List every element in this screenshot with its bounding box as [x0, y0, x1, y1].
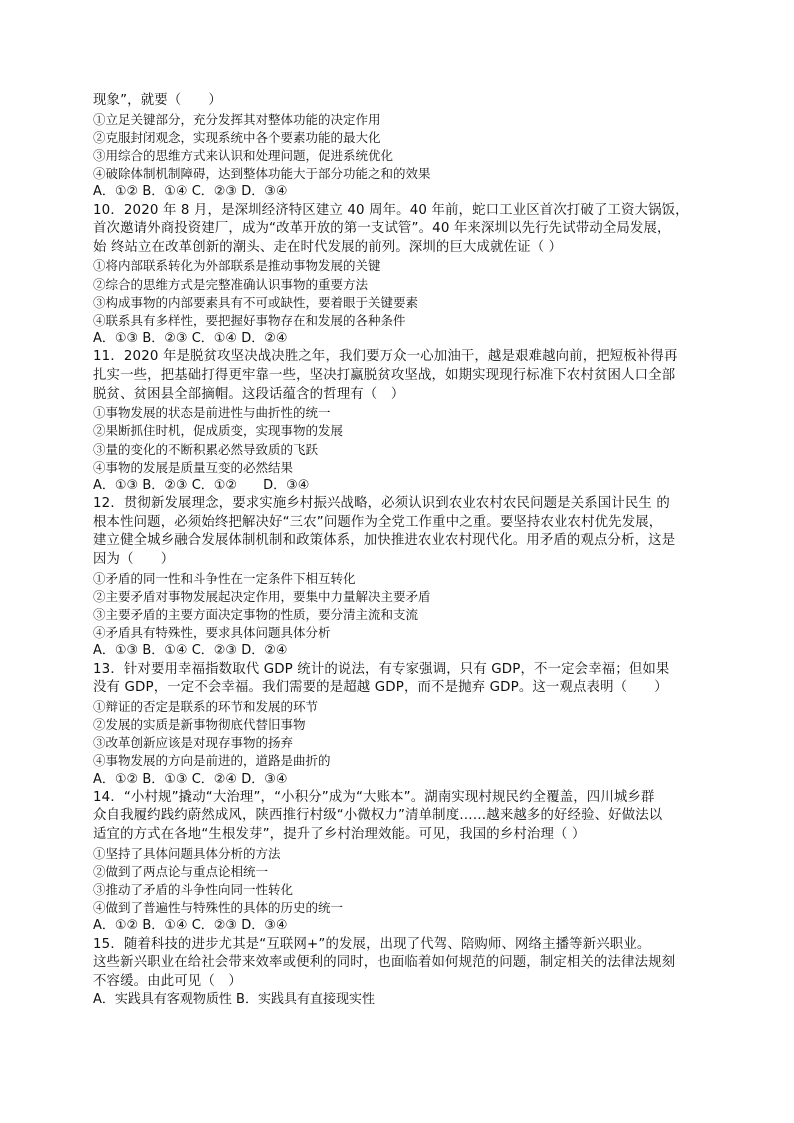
- question-stem-line: 现象”，就要（ ）: [93, 93, 222, 108]
- question-stem-line: 10．2020 年 8 月，是深圳经济特区建立 40 周年。40 年前，蛇口工业区首次打破了工资大锅饭，: [93, 202, 689, 218]
- option-line: ③量的变化的不断积累必然导致质的飞跃: [93, 441, 319, 457]
- answer-choices: A．①③ B．②③ C．①④ D．②④: [93, 331, 288, 347]
- question-stem-line: 首次邀请外商投资建厂，成为“改革开放的第一支试管”。40 年来深圳以先行先试带动全局发展，: [93, 221, 671, 237]
- option-line: ①将内部联系转化为外部联系是推动事物发展的关键: [93, 258, 381, 274]
- option-line: ④做到了普遍性与特殊性的具体的历史的统一: [93, 900, 344, 916]
- question-stem-line: 因为（ ）: [93, 551, 175, 567]
- option-line: ④矛盾具有特殊性，要求具体问题具体分析: [93, 625, 331, 641]
- question-15: [93, 936, 705, 1010]
- question-stem-line: 扎实一些，把基础打得更牢靠一些，坚决打赢脱贫攻坚战，如期实现现行标准下农村贫困人口全部: [93, 368, 676, 383]
- question-14: [93, 789, 705, 936]
- option-line: ④联系具有多样性，要把握好事物存在和发展的各种条件: [93, 313, 406, 328]
- option-line: ②克服封闭观念，实现系统中各个要素功能的最大化: [93, 129, 381, 145]
- question-stem-line: 建立健全城乡融合发展体制机制和政策体系，加快推进农业农村现代化。用矛盾的观点分析，这是: [93, 533, 676, 549]
- option-line: ②做到了两点论与重点论相统一: [93, 863, 269, 879]
- question-stem-line: 11．2020 年是脱贫攻坚决战决胜之年，我们要万众一心加油干，越是艰难越向前，把短板补得再: [93, 349, 678, 365]
- answer-choices: A．实践具有客观物质性 B．实践具有直接现实性: [93, 992, 375, 1008]
- question-stem-line: 适宜的方式在各地“生根发芽”，提升了乡村治理效能。可见，我国的乡村治理（ ）: [93, 826, 586, 842]
- question-stem-line: 12．贯彻新发展理念，要求实施乡村振兴战略，必须认识到农业农村农民问题是关系国计民生 的: [93, 496, 670, 512]
- option-line: ③用综合的思维方式来认识和处理问题，促进系统优化: [93, 148, 394, 163]
- question-stem-line: 始 终站立在改革创新的潮头、走在时代发展的前列。深圳的巨大成就佐证（ ）: [93, 239, 563, 255]
- question-9: [93, 92, 705, 202]
- option-line: ②果断抓住时机，促成质变，实现事物的发展: [93, 423, 344, 439]
- option-line: ①立足关键部分，充分发挥其对整体功能的决定作用: [93, 111, 381, 127]
- option-line: ①坚持了具体问题具体分析的方法: [93, 845, 281, 861]
- question-10: [93, 202, 705, 349]
- answer-choices: A．①② B．①③ C．②④ D．③④: [93, 771, 288, 787]
- option-line: ③主要矛盾的主要方面决定事物的性质，要分清主流和支流: [93, 606, 419, 622]
- answer-choices: A．①② B．①④ C．②③ D．③④: [93, 184, 288, 200]
- question-stem-line: 脱贫、贫困县全部摘帽。这段话蕴含的哲理有（ ）: [93, 386, 405, 402]
- question-11: [93, 348, 705, 495]
- question-stem-line: 13．针对要用幸福指数取代 GDP 统计的说法，有专家强调，只有 GDP，不一定会幸福；但如果: [93, 661, 670, 677]
- option-line: ③改革创新应该是对现存事物的扬弃: [93, 735, 294, 751]
- option-line: ④事物的发展是质量互变的必然结果: [93, 459, 294, 475]
- question-stem-line: 不容缓。由此可见（ ）: [93, 973, 242, 989]
- option-line: ③推动了矛盾的斗争性向同一性转化: [93, 881, 294, 897]
- question-stem-line: 15．随着科技的进步尤其是“互联网+”的发展，出现了代驾、陪购师、网络主播等新兴职业。: [93, 936, 651, 952]
- question-stem-line: 没有 GDP，一定不会幸福。我们需要的是超越 GDP，而不是抛弃 GDP。这一观点表明（ ）: [93, 680, 668, 696]
- option-line: ④破除体制机制障碍，达到整体功能大于部分功能之和的效果: [93, 166, 431, 182]
- option-line: ①矛盾的同一性和斗争性在一定条件下相互转化: [93, 570, 356, 586]
- answer-choices: A．①② B．①④ C．②③ D．③④: [93, 918, 288, 934]
- question-13: [93, 661, 705, 789]
- question-12: [93, 495, 705, 660]
- option-line: ③构成事物的内部要素具有不可或缺性，要着眼于关键要素: [93, 294, 419, 310]
- question-stem-line: 根本性问题，必须始终把解决好“三农”问题作为全党工作重中之重。要坚持农业农村优先发展，: [93, 514, 663, 530]
- option-line: ②主要矛盾对事物发展起决定作用，要集中力量解决主要矛盾: [93, 588, 431, 604]
- option-line: ②综合的思维方式是完整准确认识事物的重要方法: [93, 276, 369, 292]
- answer-choices: A．①③ B．②③ C．①② D．③④: [93, 478, 310, 493]
- option-line: ①辩证的否定是联系的环节和发展的环节: [93, 698, 319, 714]
- question-stem-line: 众自我履约践约蔚然成风，陕西推行村级“小微权力”清单制度……越来越多的好经验、好做法以: [93, 808, 663, 824]
- answer-choices: A．①③ B．①④ C．②③ D．②④: [93, 643, 288, 659]
- question-stem-line: 这些新兴职业在给社会带来效率或便利的同时，也面临着如何规范的问题，制定相关的法律法规刻: [93, 955, 676, 971]
- option-line: ①事物发展的状态是前进性与曲折性的统一: [93, 405, 331, 421]
- exam-page: [93, 92, 705, 1010]
- option-line: ②发展的实质是新事物彻底代替旧事物: [93, 716, 306, 732]
- option-line: ④事物发展的方向是前进的，道路是曲折的: [93, 753, 331, 769]
- question-stem-line: 14．“小村规”撬动“大治理”，“小积分”成为“大账本”。湖南实现村规民约全覆盖，四川城乡群: [93, 789, 655, 805]
